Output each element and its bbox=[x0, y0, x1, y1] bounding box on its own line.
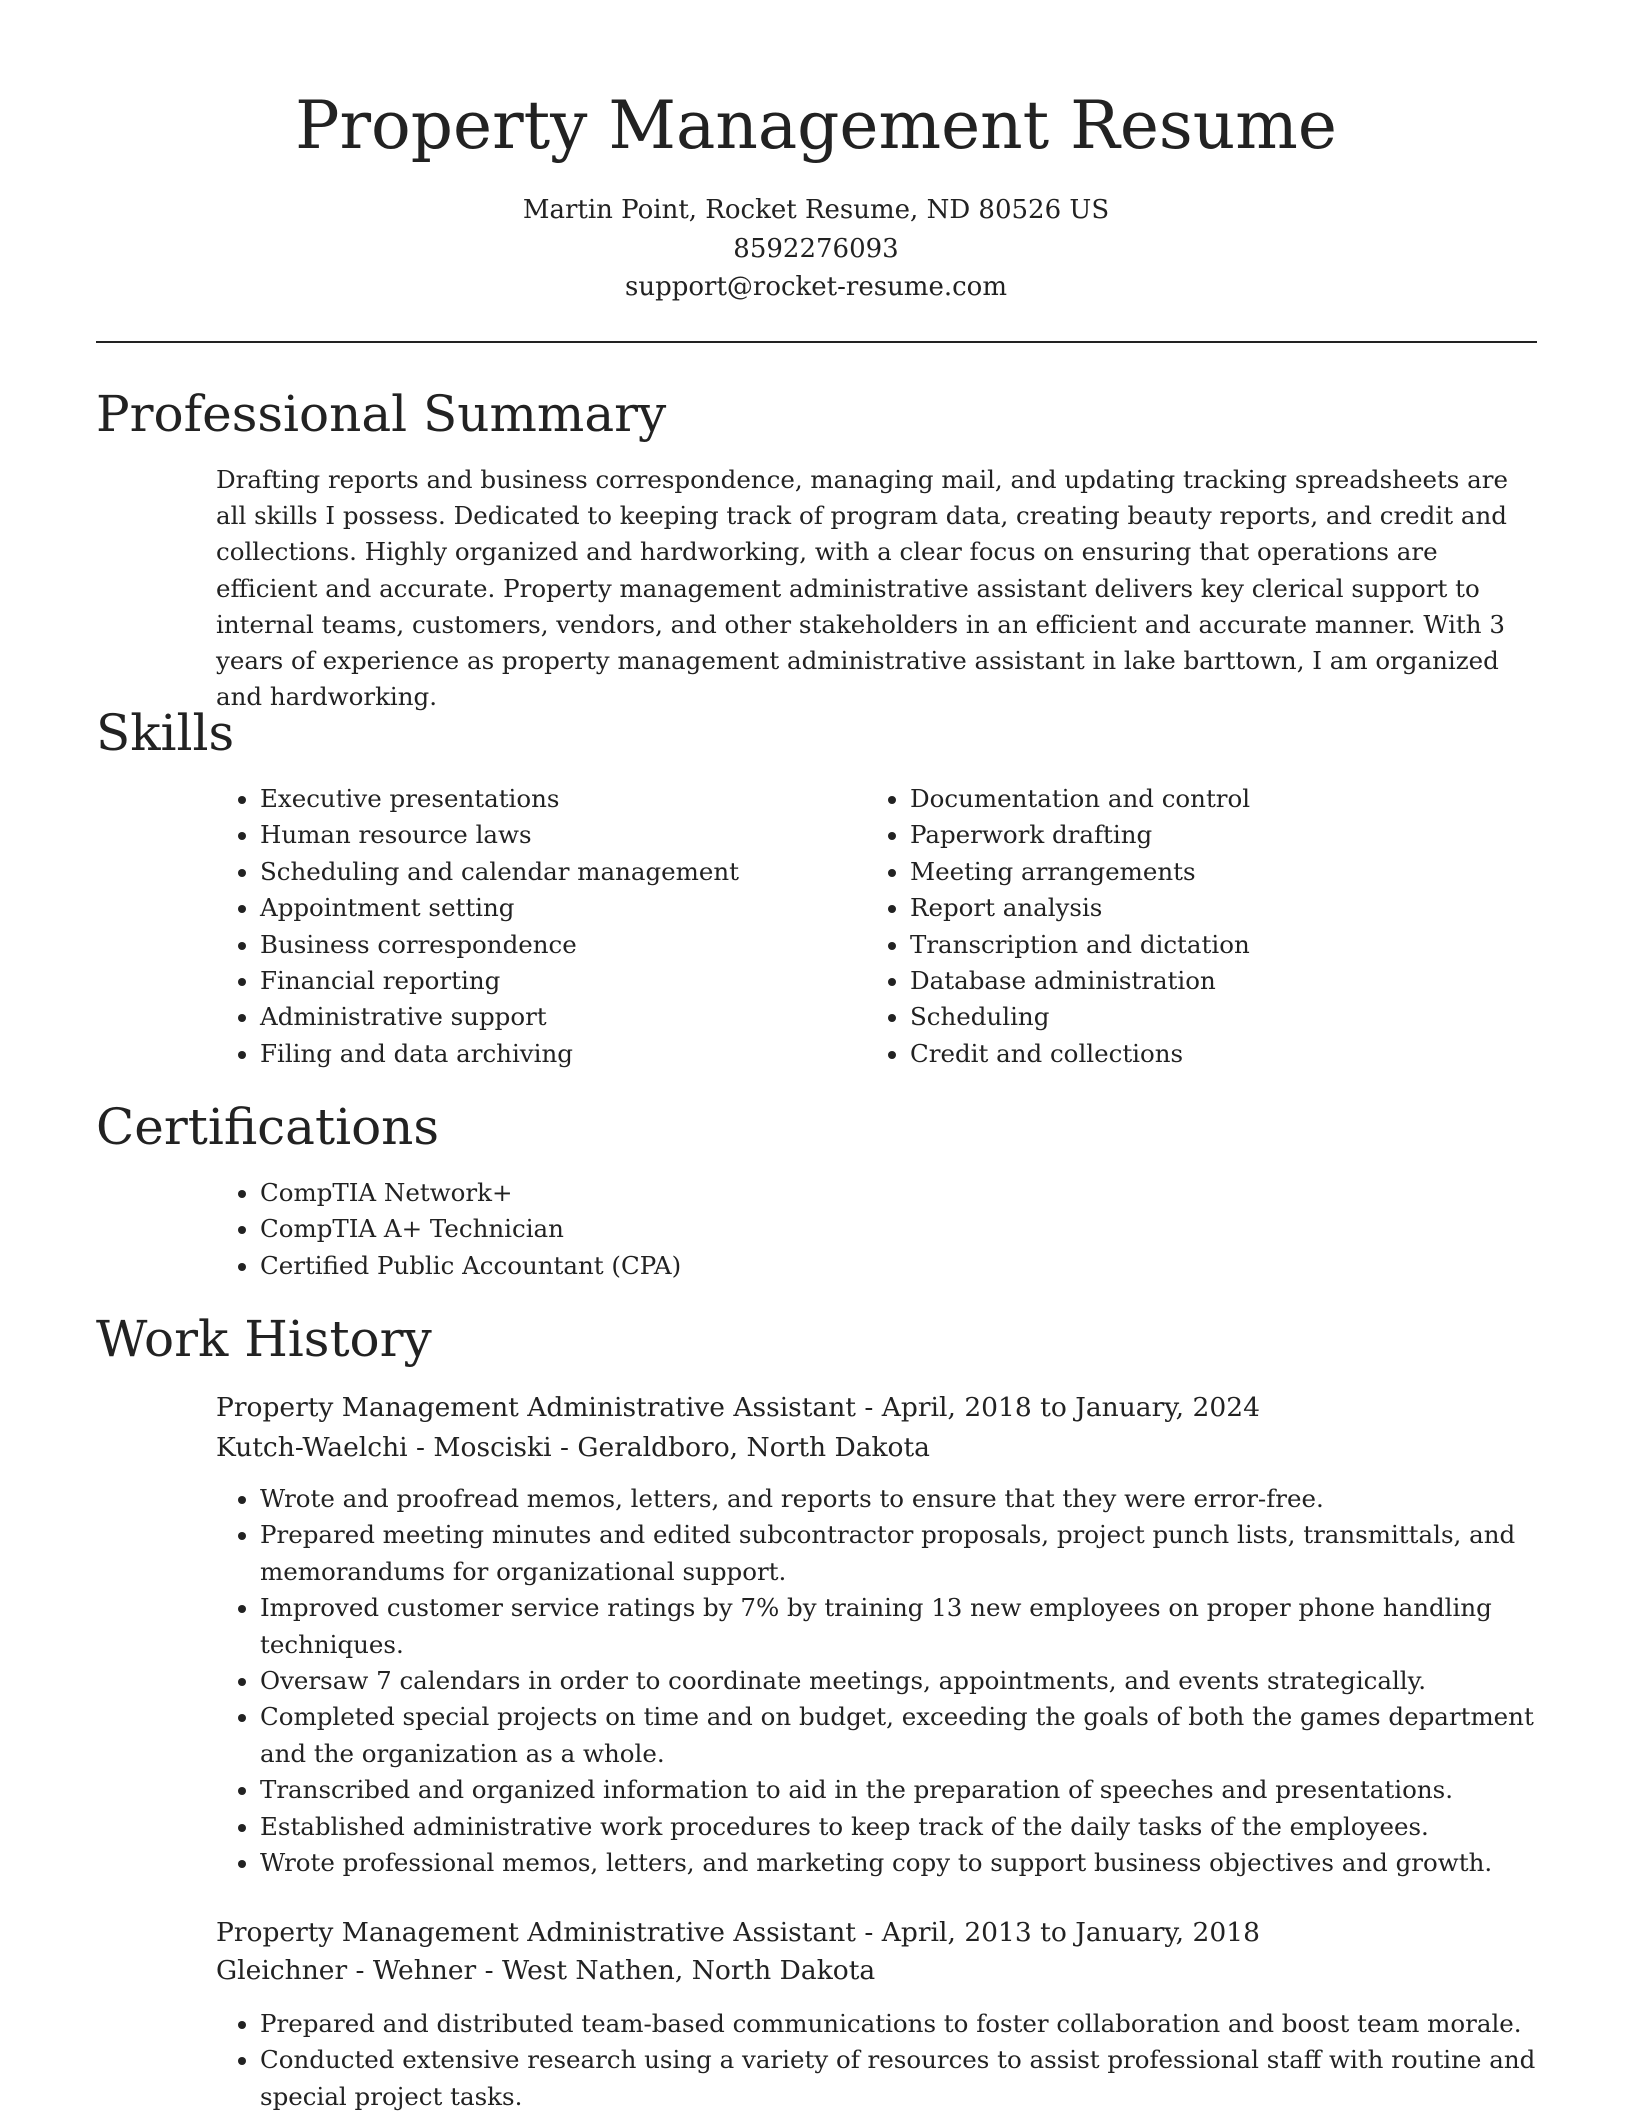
skill-item: • Transcription and dictation bbox=[910, 927, 1250, 963]
job-bullet: • Established administrative work procedures to keep track of the daily tasks of the employees. bbox=[260, 1809, 1576, 1845]
job-title: Property Management Administrative Assistant bbox=[216, 1917, 856, 1948]
header-divider bbox=[96, 341, 1537, 343]
job-1-bullets bbox=[216, 1481, 1576, 1881]
certifications-list bbox=[216, 1175, 681, 1284]
skills-heading: Skills bbox=[96, 704, 235, 762]
job-location: - West Nathen, North Dakota bbox=[476, 1955, 876, 1986]
skill-item: • Paperwork drafting bbox=[910, 817, 1250, 853]
job-company: Gleichner - Wehner bbox=[216, 1955, 477, 1986]
certification-item: • Certified Public Accountant (CPA) bbox=[260, 1248, 681, 1284]
summary-text: Drafting reports and business correspondence, managing mail, and updating tracking spreadsheets are all skills I possess. Dedicated to keeping track of program data, creating beauty reports, and credit and collections. Highly organized and hardworking, with a clear focus on ensuring that operations are efficient and accurate. Property management administrative assistant delivers key clerical support to internal teams, customers, vendors, and other stakeholders in an efficient and accurate manner. With 3 years of experience as property management administrative assistant in lake barttown, I am organized and hardworking. bbox=[216, 465, 1508, 712]
job-1-company-line bbox=[216, 1428, 930, 1468]
job-location: - Geraldboro, North Dakota bbox=[551, 1432, 930, 1463]
skill-item: • Filing and data archiving bbox=[260, 1036, 739, 1072]
job-bullet: • Transcribed and organized information to aid in the preparation of speeches and presentations. bbox=[260, 1772, 1576, 1808]
certification-item: • CompTIA Network+ bbox=[260, 1175, 681, 1211]
job-title: Property Management Administrative Assistant bbox=[216, 1392, 856, 1423]
job-dates: - April, 2018 to January, 2024 bbox=[855, 1392, 1260, 1423]
job-1-title-line bbox=[216, 1388, 1260, 1428]
job-dates: - April, 2013 to January, 2018 bbox=[855, 1917, 1260, 1948]
skill-item: • Appointment setting bbox=[260, 890, 739, 926]
work-history-heading: Work History bbox=[96, 1310, 432, 1368]
job-bullet: • Oversaw 7 calendars in order to coordinate meetings, appointments, and events strategically. bbox=[260, 1663, 1576, 1699]
skills-list-right bbox=[866, 781, 1250, 1072]
job-bullet: • Wrote and proofread memos, letters, and reports to ensure that they were error-free. bbox=[260, 1481, 1576, 1517]
skill-item: • Business correspondence bbox=[260, 927, 739, 963]
skill-item: • Scheduling and calendar management bbox=[260, 854, 739, 890]
skill-item: • Executive presentations bbox=[260, 781, 739, 817]
certifications-heading: Certifications bbox=[96, 1098, 440, 1156]
contact-email: support@rocket-resume.com bbox=[624, 272, 1007, 302]
skill-item: • Database administration bbox=[910, 963, 1250, 999]
job-bullet: • Prepared and distributed team-based communications to foster collaboration and boost team morale. bbox=[260, 2006, 1576, 2042]
skill-item: • Human resource laws bbox=[260, 817, 739, 853]
skill-item: • Administrative support bbox=[260, 999, 739, 1035]
skills-list-left bbox=[216, 781, 739, 1072]
job-bullet: • Completed special projects on time and on budget, exceeding the goals of both the games department and the organization as a whole. bbox=[260, 1699, 1576, 1772]
job-2-company-line bbox=[216, 1951, 875, 1991]
job-2-bullets bbox=[216, 2006, 1576, 2115]
job-bullet: • Improved customer service ratings by 7% by training 13 new employees on proper phone handling techniques. bbox=[260, 1590, 1576, 1663]
certification-item: • CompTIA A+ Technician bbox=[260, 1211, 681, 1247]
summary-heading: Professional Summary bbox=[96, 385, 667, 443]
skill-item: • Meeting arrangements bbox=[910, 854, 1250, 890]
job-bullet: • Conducted extensive research using a variety of resources to assist professional staff with routine and special project tasks. bbox=[260, 2042, 1576, 2115]
skill-item: • Report analysis bbox=[910, 890, 1250, 926]
contact-phone: 8592276093 bbox=[733, 234, 899, 264]
skill-item: • Credit and collections bbox=[910, 1036, 1250, 1072]
contact-address: Martin Point, Rocket Resume, ND 80526 US bbox=[522, 195, 1110, 225]
job-bullet: • Prepared meeting minutes and edited subcontractor proposals, project punch lists, transmittals, and memorandums for organizational support. bbox=[260, 1517, 1576, 1590]
job-2-title-line bbox=[216, 1913, 1260, 1953]
skill-item: • Scheduling bbox=[910, 999, 1250, 1035]
job-company: Kutch-Waelchi - Mosciski bbox=[216, 1432, 552, 1463]
skill-item: • Financial reporting bbox=[260, 963, 739, 999]
job-bullet: • Wrote professional memos, letters, and marketing copy to support business objectives and growth. bbox=[260, 1845, 1576, 1881]
resume-title: Property Management Resume bbox=[295, 87, 1337, 164]
skill-item: • Documentation and control bbox=[910, 781, 1250, 817]
